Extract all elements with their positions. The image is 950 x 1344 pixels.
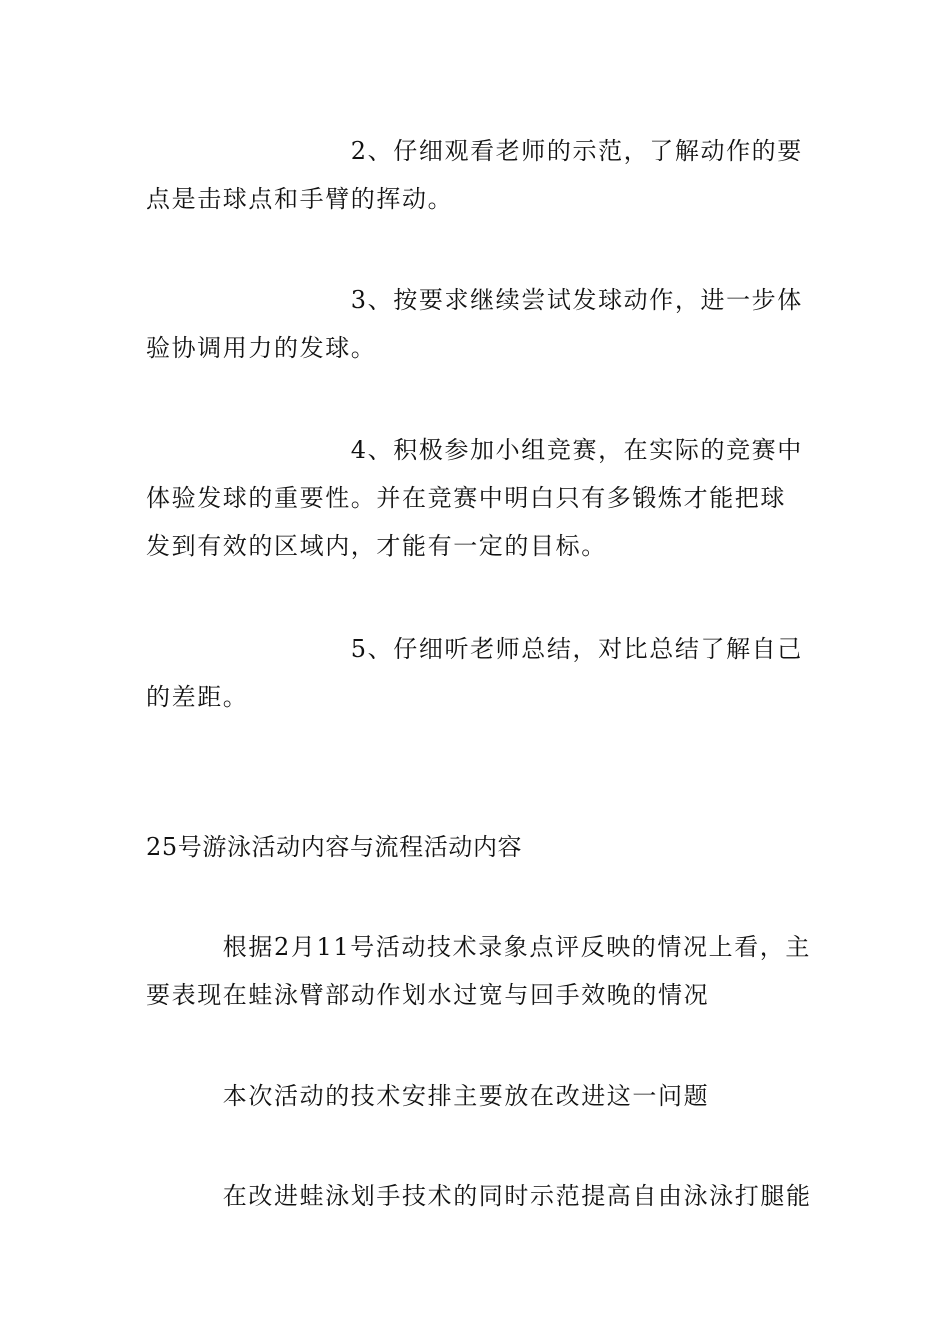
text-line: 根据2月11号活动技术录象点评反映的情况上看，主 [146,933,812,961]
paragraph-step-5 [146,625,806,721]
text-line: 在改进蛙泳划手技术的同时示范提高自由泳泳打腿能 [146,1182,812,1210]
section-heading: 25号游泳活动内容与流程活动内容 [146,833,523,861]
text-line: 4、积极参加小组竞赛，在实际的竞赛中 [146,436,803,464]
paragraph-improvement [146,1172,812,1220]
text-line: 的差距。 [146,683,249,711]
paragraph-step-4 [146,426,806,570]
text-line: 验协调用力的发球。 [146,334,377,362]
paragraph-arrangement [146,1072,806,1120]
text-line: 本次活动的技术安排主要放在改进这一问题 [146,1082,710,1110]
paragraph-analysis [146,923,812,1019]
paragraph-step-2 [146,127,806,223]
text-line: 点是击球点和手臂的挥动。 [146,185,454,213]
text-line: 2、仔细观看老师的示范，了解动作的要 [146,137,803,165]
text-line: 3、按要求继续尝试发球动作，进一步体 [146,286,803,314]
text-line: 发到有效的区域内，才能有一定的目标。 [146,532,607,560]
text-line: 体验发球的重要性。并在竞赛中明白只有多锻炼才能把球 [146,484,786,512]
paragraph-step-3 [146,276,806,372]
text-line: 5、仔细听老师总结，对比总结了解自己 [146,635,803,663]
text-line: 要表现在蛙泳臂部动作划水过宽与回手效晚的情况 [146,981,710,1009]
